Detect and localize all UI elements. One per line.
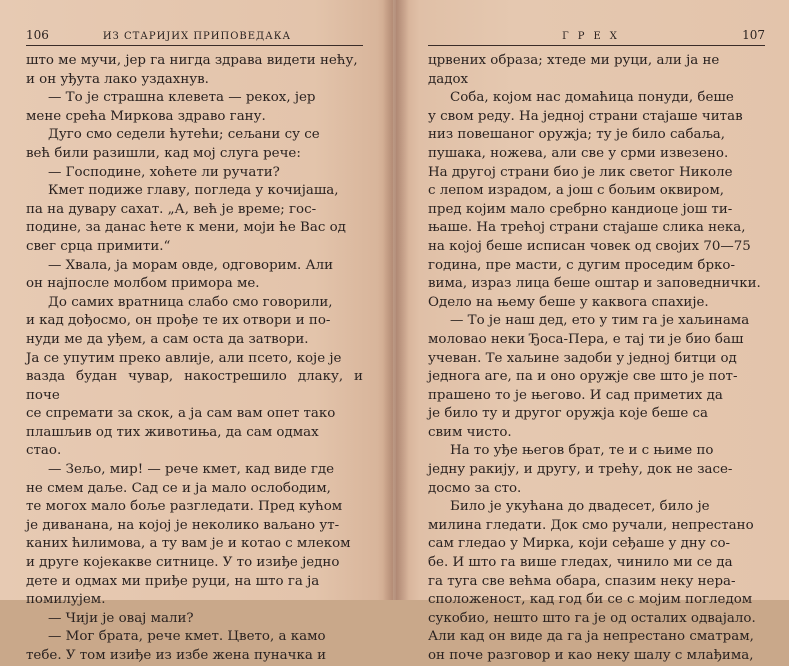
text-line: — Мог брата, рече кмет. Цвето, а камо: [48, 629, 326, 645]
text-line: је диванана, на којој је неколико ваљано ут-: [26, 517, 340, 533]
text-line: вазда будан чувар, накострешило длаку, и поче: [26, 369, 363, 403]
text-line: — То је наш дед, ето у тим га је хаљинама: [450, 313, 750, 329]
text-line: вима, израз лица беше оштар и заповеднички.: [428, 276, 761, 292]
text-line: црвених образа; хтеде ми руци, али ја не: [428, 53, 720, 68]
text-line: Али кад он виде да га ја непрестано сматрам,: [428, 629, 754, 645]
text-line: досмо за сто.: [428, 480, 522, 496]
text-line: низ повешаног оружја; ту је било сабаља,: [428, 127, 726, 143]
text-line: Било је укућана до двадесет, било је: [450, 499, 710, 515]
text-line: тебе. У том изиђе из избе жена пуначка и: [26, 648, 327, 663]
text-line: се спремати за скок, а ја сам вам опет тако: [26, 406, 336, 422]
text-line: већ били разишли, кад мој слуга рече:: [26, 145, 301, 161]
text-line: милина гледати. Док смо ручали, непрестано: [428, 517, 754, 533]
text-line: с лепом израдом, а још с бољим оквиром,: [428, 183, 724, 199]
text-line: он поче разговор и као неку шалу с млађима,: [428, 648, 754, 663]
text-line: дете и одмах ми приђе руци, на што га ја: [26, 573, 320, 589]
text-line: плашљив од тих животиња, да сам одмах: [26, 424, 319, 440]
text-line: сположеност, кад год би се с мојим погледом: [428, 592, 753, 608]
text-line: што ме мучи, јер га нигда здрава видети нећу,: [26, 53, 358, 68]
right-page: [396, 0, 789, 663]
text-line: — Хвала, ја морам овде, одговорим. Али: [48, 257, 334, 273]
text-line: година, пре масти, с дугим проседим брко-: [428, 257, 735, 273]
left-page: [0, 0, 393, 663]
text-line: На другој страни био је лик светог Николе: [428, 164, 733, 180]
text-line: прашено то је његово. И сад приметих да: [428, 387, 723, 403]
text-line: сукобио, нешто што га је од осталих одвајало.: [428, 610, 756, 626]
text-line: помилујем.: [26, 592, 106, 608]
text-line: Дуго смо седели ћутећи; сељани су се: [48, 127, 320, 143]
text-line: те могох мало боље разгледати. Пред кућом: [26, 499, 343, 515]
text-line: њаше. На трећој страни стајаше слика нека,: [428, 220, 746, 236]
text-line: Кмет подиже главу, погледа у кочијаша,: [48, 183, 339, 199]
text-line: и кад дођосмо, он прође те их отвори и по-: [26, 313, 331, 329]
text-line: и он уђута лако уздахнув.: [26, 71, 209, 87]
text-line: — Чији је овај мали?: [48, 610, 194, 626]
text-line: и друге којекакве ситнице. У то изиђе једно: [26, 555, 340, 571]
page-number-left: 106: [26, 28, 49, 42]
text-line: па на дувару сахат. „А, већ је време; гос-: [26, 201, 317, 217]
text-line: каних ћилимова, а ту вам је и котао с млеком: [26, 536, 351, 552]
text-line: На то уђе његов брат, те и с њиме по: [450, 443, 714, 459]
text-line: — То је страшна клевета — рекох, јер: [48, 90, 316, 106]
text-line: он најпосле молбом примора ме.: [26, 276, 260, 292]
text-line: моловао неки Ђоса-Пера, е тај ти је био баш: [428, 331, 744, 347]
text-line: — Зељо, мир! — рече кмет, кад виде где: [48, 462, 335, 478]
text-line: пушака, ножева, али све у срми извезено.: [428, 145, 729, 161]
page-number-right: 107: [742, 28, 765, 42]
text-line: је било ту и другог оружја које беше са: [428, 406, 709, 422]
text-line: дадох: [428, 71, 469, 87]
right-page-header: [428, 28, 765, 46]
text-line: бе. И што га више гледах, чинило ми се да: [428, 555, 733, 571]
text-line: једну ракију, и другу, и трећу, док не засе-: [428, 462, 733, 478]
text-line: свим чисто.: [428, 424, 512, 440]
running-title-left: ИЗ СТАРИЈИХ ПРИПОВЕДАКА: [102, 31, 292, 42]
text-line: га туга све већма обара, спазим неку нера-: [428, 573, 736, 589]
text-line: не смем даље. Сад се и ја мало ослободим,: [26, 480, 331, 496]
text-line: мене срећа Миркова здраво гану.: [26, 108, 266, 124]
left-page-text: [26, 52, 363, 666]
left-page-header: [26, 28, 363, 46]
running-title-right: ГРЕХ: [562, 31, 626, 42]
book-gutter: [383, 0, 409, 600]
text-line: Ја се упутим преко авлије, али псето, које је: [26, 350, 342, 366]
text-line: у свом реду. На једној страни стајаше читав: [428, 108, 743, 124]
text-line: сам гледао у Мирка, који сеђаше у дну со-: [428, 536, 731, 552]
text-line: на којој беше исписан човек од својих 70—75: [428, 238, 751, 254]
text-line: Соба, којом нас домаћица понуди, беше: [450, 90, 734, 106]
text-line: нуди ме да уђем, а сам оста да затвори.: [26, 331, 309, 347]
text-line: свег срца примити.“: [26, 238, 171, 254]
text-line: До самих вратница слабо смо говорили,: [48, 294, 333, 310]
text-line: подине, за данас ћете к мени, моји ће Вас од: [26, 220, 346, 236]
text-line: — Господине, хоћете ли ручати?: [48, 164, 280, 180]
right-page-text: [428, 52, 765, 666]
text-line: пред којим мало сребрно кандиоце још ти-: [428, 201, 733, 217]
text-line: једнога аге, па и оно оружје све што је пот-: [428, 369, 738, 385]
text-line: Одело на њему беше у каквога спахије.: [428, 294, 709, 310]
text-line: учеван. Те хаљине задоби у једној битци од: [428, 350, 737, 366]
text-line: стао.: [26, 443, 62, 459]
